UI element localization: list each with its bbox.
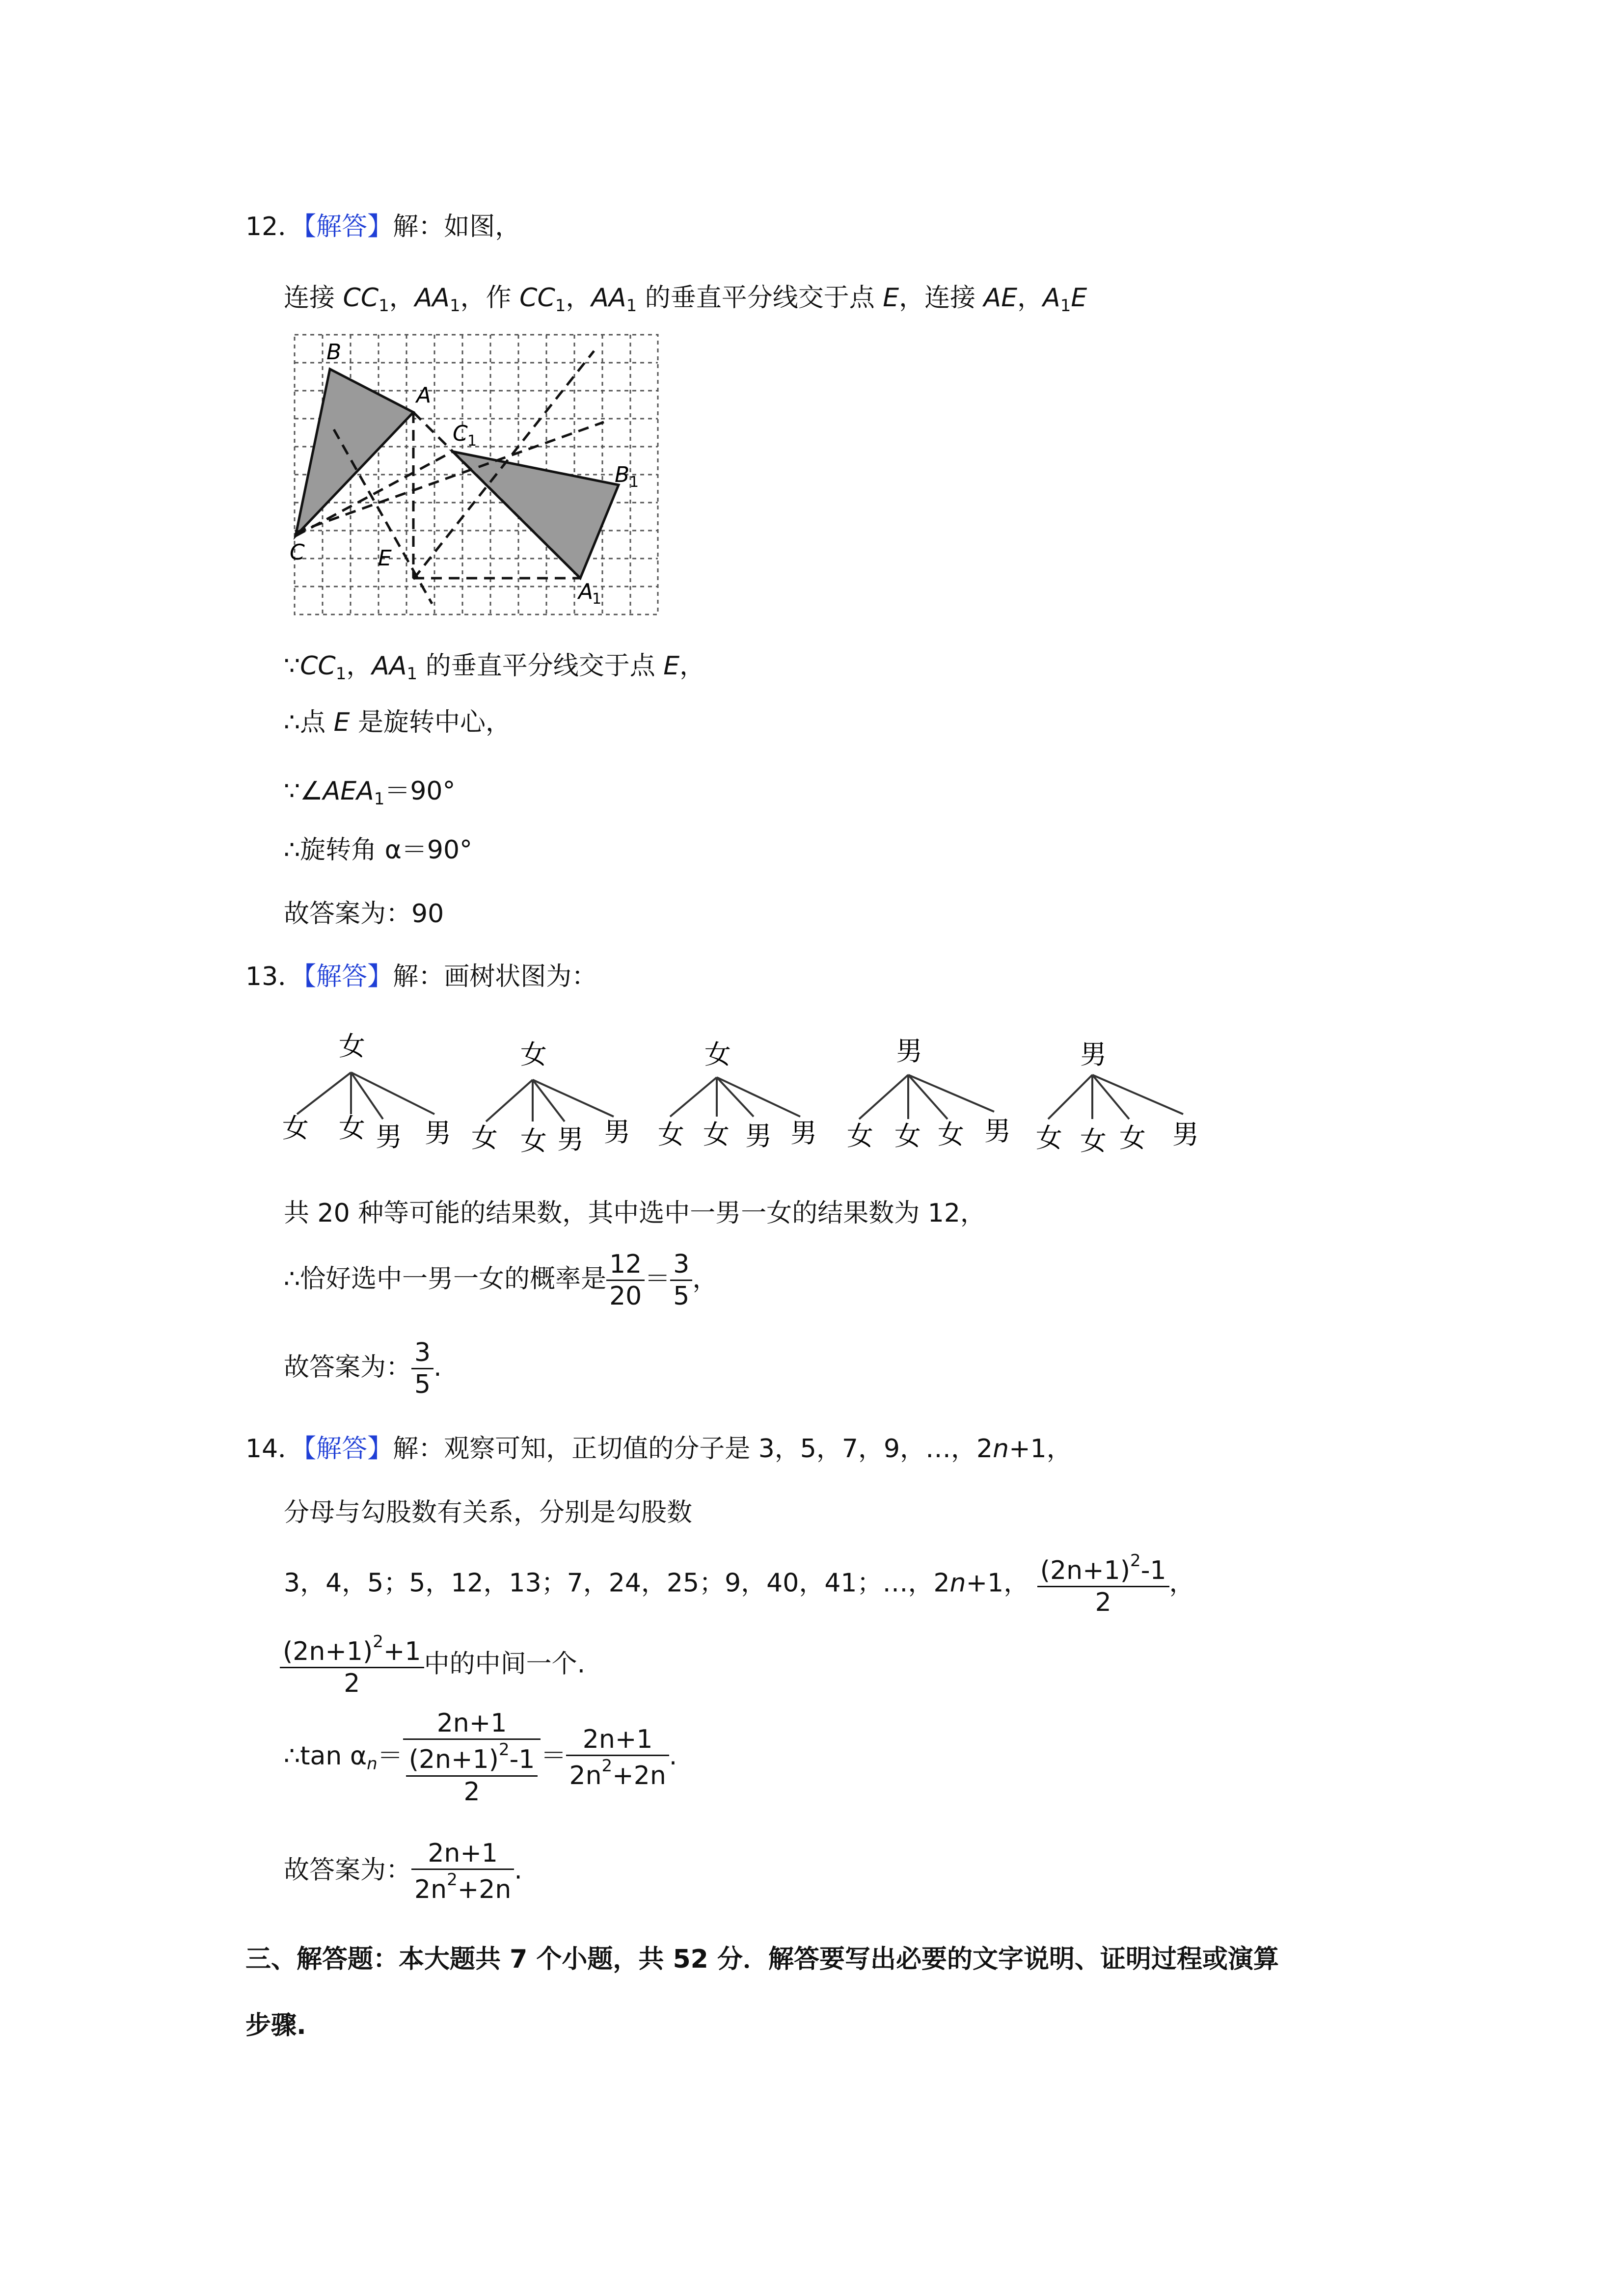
tree2-leaf: 男 — [604, 1117, 630, 1148]
text: ∴恰好选中一男一女的概率是 — [284, 1264, 607, 1294]
tree3-leaf: 女 — [658, 1119, 684, 1150]
fraction-minus — [1037, 1551, 1169, 1618]
label-e: E — [378, 546, 392, 571]
variable-n: n — [949, 1568, 966, 1598]
tree2-root: 女 — [520, 1039, 547, 1070]
label-b1-sub: 1 — [629, 474, 639, 491]
variable-n: n — [993, 1434, 1009, 1464]
label-a1: A — [578, 579, 594, 604]
point-a1: A — [1043, 283, 1060, 313]
tree4-root: 男 — [896, 1036, 922, 1067]
q12-header — [245, 211, 520, 243]
text: 是旋转中心， — [350, 708, 512, 737]
tree5-leaf: 女 — [1036, 1122, 1062, 1153]
q14-line-2: 分母与勾股数有关系，分别是勾股数 — [284, 1498, 693, 1527]
q13-intro: 解：画树状图为： — [393, 962, 597, 991]
inner-fraction — [406, 1740, 538, 1807]
because-symbol: ∵ — [284, 651, 300, 681]
text: ，连接 — [899, 283, 984, 313]
numerator: 2n+1 — [403, 1708, 541, 1740]
q13-line-2 — [284, 1249, 718, 1312]
q13-line-1: 共 20 种等可能的结果数，其中选中一男一女的结果数为 12， — [284, 1199, 986, 1228]
q12-because-2 — [284, 775, 456, 810]
q13-tag: 【解答】 — [303, 962, 393, 991]
text: 的垂直平分线交于点 — [637, 283, 883, 313]
label-a1-sub: 1 — [592, 590, 602, 608]
text: ， — [679, 651, 705, 681]
therefore-symbol: ∴点 — [284, 708, 334, 737]
denominator: 2 — [344, 1669, 360, 1699]
term: +2n — [612, 1761, 666, 1791]
exponent: 2 — [373, 1632, 383, 1652]
fraction-12-20 — [606, 1249, 645, 1312]
tree3-leaf: 男 — [790, 1118, 817, 1148]
complex-fraction — [403, 1708, 541, 1807]
denominator: 2 — [463, 1777, 480, 1807]
label-b1: B — [615, 462, 630, 487]
equals: ＝ — [377, 1741, 403, 1771]
answer-fraction — [411, 1337, 433, 1400]
numerator: 12 — [606, 1249, 645, 1281]
text: ， — [692, 1264, 718, 1294]
numerator — [1037, 1551, 1169, 1587]
text: ， — [389, 283, 415, 313]
fraction-plus — [280, 1632, 424, 1699]
text: ∴tan α — [284, 1741, 367, 1771]
tree-branches-5 — [1048, 1075, 1183, 1119]
tree4-leaf: 男 — [984, 1116, 1011, 1147]
numerator: 3 — [411, 1337, 433, 1369]
section3-heading: 三、解答题：本大题共 7 个小题，共 52 分．解答要写出必要的文字说明、证明过程或演算 — [245, 1945, 1279, 1974]
segment-ae: AE — [983, 283, 1018, 313]
label-c1: C — [453, 421, 468, 446]
term: +1 — [383, 1637, 421, 1666]
tree-diagram — [275, 1018, 1227, 1166]
q14-line-4 — [280, 1632, 585, 1699]
subscript: n — [367, 1754, 378, 1774]
numerator: 2n+1 — [566, 1724, 669, 1756]
point-e: E — [1071, 283, 1087, 313]
numerator: 2n+1 — [411, 1838, 514, 1870]
text: ， — [346, 651, 372, 681]
text: ，作 — [460, 283, 520, 313]
text: 的垂直平分线交于点 — [417, 651, 664, 681]
q12-tag: 【解答】 — [303, 212, 393, 241]
tree5-leaf: 女 — [1119, 1122, 1146, 1153]
term: -1 — [509, 1745, 535, 1775]
rotation-figure — [290, 329, 673, 623]
segment-aa: AA — [372, 651, 407, 681]
text: 3，4，5；5，12，13；7，24，25；9，40，41；…，2 — [284, 1568, 950, 1598]
subscript: 1 — [335, 664, 347, 684]
q14-header — [245, 1433, 1072, 1465]
tree5-root: 男 — [1080, 1039, 1107, 1070]
q12-intro: 解：如图， — [393, 212, 521, 241]
term: (2n+1) — [283, 1637, 373, 1666]
denominator — [566, 1756, 669, 1791]
exponent: 2 — [498, 1740, 510, 1760]
q12-because-1 — [284, 650, 705, 685]
tree2-leaf: 女 — [471, 1122, 498, 1153]
segment-aa: AA — [414, 283, 450, 313]
exponent: 2 — [1130, 1551, 1141, 1571]
text: +1， — [966, 1568, 1029, 1598]
q14-tag: 【解答】 — [303, 1434, 393, 1464]
text: ， — [566, 283, 592, 313]
segment-cc: CC — [300, 651, 336, 681]
label-b: B — [326, 340, 342, 365]
q13-header — [245, 961, 597, 993]
tree1-leaf: 女 — [282, 1113, 309, 1144]
term: 2n — [569, 1761, 602, 1791]
denominator: 5 — [414, 1370, 431, 1400]
point-e: E — [883, 283, 899, 313]
tree1-leaf: 女 — [339, 1113, 365, 1144]
tree3-root: 女 — [704, 1039, 731, 1070]
segment-cc: CC — [343, 283, 379, 313]
because-angle: ∵∠ — [284, 776, 323, 806]
tree-branches — [297, 1072, 994, 1121]
term: +2n — [457, 1875, 512, 1905]
label-c1-sub: 1 — [467, 432, 477, 450]
subscript: 1 — [626, 296, 637, 316]
numerator: 3 — [670, 1249, 692, 1281]
equals: ＝ — [541, 1741, 567, 1771]
segment-aa: AA — [591, 283, 626, 313]
q12-number: 12． — [245, 212, 304, 241]
tree2-leaf: 女 — [520, 1125, 547, 1156]
text: . — [514, 1855, 522, 1885]
q14-number: 14． — [245, 1434, 304, 1464]
tree4-leaf: 女 — [938, 1119, 964, 1150]
text: 解：观察可知，正切值的分子是 3，5，7，9，…，2 — [393, 1434, 993, 1464]
section3-heading-cont: 步骤. — [245, 2011, 306, 2040]
text: . — [669, 1741, 677, 1771]
text: ＝90° — [384, 776, 456, 806]
angle-aea: AEA — [323, 776, 374, 806]
answer-fraction — [411, 1838, 514, 1905]
tree3-leaf: 女 — [703, 1119, 730, 1150]
tree2-leaf: 男 — [557, 1124, 584, 1155]
tree1-root: 女 — [339, 1031, 365, 1062]
subscript: 1 — [406, 664, 418, 684]
subscript: 1 — [1060, 296, 1071, 316]
subscript: 1 — [374, 789, 385, 809]
q12-therefore-1 — [284, 707, 511, 739]
q14-answer — [284, 1838, 522, 1905]
numerator — [406, 1740, 538, 1776]
term: (2n+1) — [1040, 1556, 1131, 1585]
result-fraction — [566, 1724, 669, 1791]
text: 连接 — [284, 283, 343, 313]
text: . — [433, 1352, 442, 1382]
equals: ＝ — [645, 1264, 671, 1294]
term: 2n — [414, 1875, 447, 1905]
denominator: 2 — [1095, 1588, 1111, 1618]
text: ， — [1169, 1568, 1195, 1598]
subscript: 1 — [555, 296, 566, 316]
fraction-3-5 — [670, 1249, 692, 1312]
term: -1 — [1140, 1556, 1166, 1585]
q12-connect-line — [284, 282, 1087, 317]
tree1-leaf: 男 — [376, 1121, 402, 1152]
exponent: 2 — [601, 1756, 613, 1776]
q12-answer: 故答案为：90 — [284, 899, 444, 929]
text: +1， — [1009, 1434, 1072, 1464]
text: 故答案为： — [284, 1855, 412, 1885]
text: 中的中间一个. — [424, 1649, 586, 1679]
q14-line-3 — [284, 1551, 1195, 1618]
q13-number: 13． — [245, 962, 304, 991]
denominator — [403, 1740, 541, 1807]
tree5-leaf: 女 — [1080, 1125, 1107, 1156]
denominator: 5 — [673, 1281, 690, 1311]
label-c: C — [290, 540, 305, 565]
subscript: 1 — [449, 296, 460, 316]
segment-cc: CC — [519, 283, 555, 313]
text: 故答案为： — [284, 1352, 412, 1382]
numerator — [280, 1632, 424, 1668]
q12-therefore-2: ∴旋转角 α＝90° — [284, 835, 473, 865]
tree1-leaf: 男 — [425, 1118, 451, 1148]
tree3-leaf: 男 — [745, 1121, 772, 1151]
text: ， — [1017, 283, 1043, 313]
point-e: E — [663, 651, 680, 681]
q14-tan-line — [284, 1708, 677, 1807]
denominator — [411, 1870, 514, 1905]
q13-answer — [284, 1337, 442, 1400]
tree4-leaf: 女 — [894, 1121, 921, 1151]
denominator: 20 — [609, 1281, 642, 1311]
label-a: A — [416, 383, 432, 408]
point-e: E — [333, 708, 350, 737]
exponent: 2 — [447, 1870, 458, 1890]
tree4-leaf: 女 — [847, 1121, 873, 1151]
tree5-leaf: 男 — [1172, 1119, 1199, 1150]
term: (2n+1) — [408, 1745, 499, 1775]
subscript: 1 — [379, 296, 389, 316]
